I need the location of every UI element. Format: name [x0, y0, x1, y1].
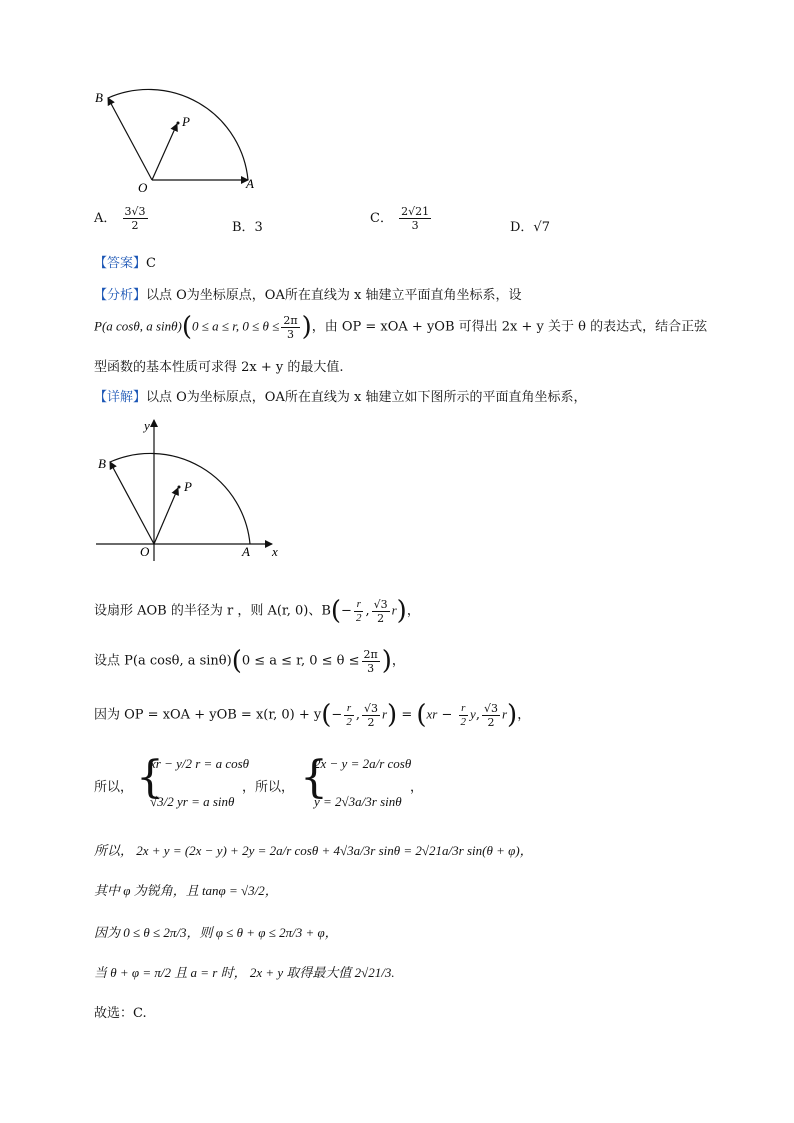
step-6: 其中 φ 为锐角，且 tanφ = √3/2， — [94, 883, 278, 898]
step-9: 故选：C. — [94, 1006, 147, 1021]
detail-line-1: 【详解】以点 O为坐标原点，OA所在直线为 x 轴建立如下图所示的平面直角坐标系， — [94, 390, 587, 405]
step-1: 设扇形 AOB 的半径为 r ，则 A(r, 0)、B(− $\frac{r}{2}$ , $\frac{√3}{2}$ r)， — [94, 596, 420, 626]
label-B: B — [95, 90, 103, 105]
option-a: A． $\frac{3√3}{2}$ — [94, 205, 146, 232]
step-7: 因为 0 ≤ θ ≤ 2π/3，则 φ ≤ θ + φ ≤ 2π/3 + φ， — [94, 925, 338, 940]
option-c-den: 3 — [411, 219, 419, 232]
analysis-line-2: P(a cosθ, a sinθ)(0 ≤ a ≤ r, 0 ≤ θ ≤ $\frac{2\pi}{3}$ )，由 OP = xOA + yOB 可得出 2x + y 关于 θ 的表达式，结合正弦 — [94, 312, 708, 342]
label-P: P — [182, 114, 190, 129]
sector-figure-1 — [90, 80, 270, 195]
answer-tag: 【答案】 — [94, 256, 147, 271]
label-O: O — [138, 180, 148, 195]
step-3: 因为 OP = xOA + yOB = x(r, 0) + y(− $\frac{r}{2}$ , $\frac{√3}{2}$ r) = (xr − $\frac{r}{2}$ y, $\frac{√3}{2}$ r)， — [94, 700, 531, 730]
analysis-line-3: 型函数的基本性质可求得 2x + y 的最大值. — [94, 360, 344, 375]
detail-tag: 【详解】 — [94, 390, 147, 405]
coordinate-figure-2 — [92, 416, 292, 564]
label-O2: O — [140, 544, 150, 559]
step-2: 设点 P(a cosθ, a sinθ)(0 ≤ a ≤ r, 0 ≤ θ ≤ $\frac{2\pi}{3}$ )， — [94, 646, 405, 676]
analysis-tag: 【分析】 — [94, 288, 147, 303]
step-8: 当 θ + φ = π/2 且 a = r 时， 2x + y 取得最大值 2√21/3. — [94, 965, 395, 980]
axis-label-y: y — [144, 418, 150, 433]
label-P2: P — [184, 479, 192, 494]
option-d: D．√7 — [510, 220, 550, 235]
system-2-row-1: 2x − y = 2a/r cosθ — [314, 756, 412, 771]
system-2-row-2: y = 2√3a/3r sinθ — [314, 794, 402, 809]
analysis-line-1: 【分析】以点 O为坐标原点，OA所在直线为 x 轴建立平面直角坐标系，设 — [94, 288, 522, 303]
label-B2: B — [98, 456, 106, 471]
label-A2: A — [242, 544, 250, 559]
answer-line — [94, 252, 156, 271]
option-c: C． $\frac{2√21}{3}$ — [370, 205, 430, 232]
option-a-den: 2 — [131, 219, 139, 232]
system-1-row-2: √3/2 yr = a sinθ — [150, 794, 235, 809]
axis-label-x: x — [272, 544, 278, 559]
label-A: A — [246, 176, 254, 191]
system-1-row-1: xr − y/2 r = a cosθ — [150, 756, 250, 771]
option-b: B．3 — [232, 220, 263, 235]
option-a-num: 3√3 — [124, 205, 146, 218]
step-5: 所以， 2x + y = (2x − y) + 2y = 2a/r cosθ + 4√3a/3r sinθ = 2√21a/3r sin(θ + φ)， — [94, 843, 533, 858]
option-c-num: 2√21 — [401, 205, 430, 218]
answer-value: C — [146, 256, 156, 271]
